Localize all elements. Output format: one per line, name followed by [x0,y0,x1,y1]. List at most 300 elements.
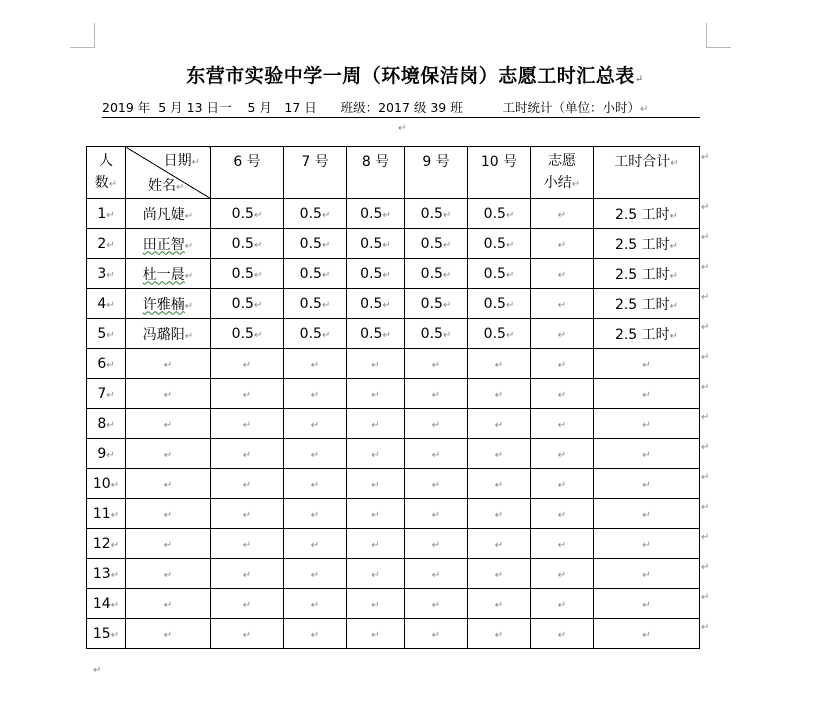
cell-end-mark-icon: ↵ [494,539,504,551]
total-cell [594,589,700,619]
student-name [126,229,211,259]
hours-cell [405,229,468,259]
table-row [87,619,700,649]
hours-cell [405,349,468,379]
cell-end-mark-icon: ↵ [371,509,380,521]
cell-end-mark-icon: ↵ [431,509,441,521]
cell-end-mark-icon: ↵ [494,389,504,401]
cell-end-mark-icon: ↵ [431,389,441,401]
cell-end-mark-icon: ↵ [310,419,320,431]
hours-cell [347,499,405,529]
cell-end-mark-icon: ↵ [557,599,567,611]
table-header-row [87,147,700,199]
table-row [87,199,700,229]
subtitle-year: 2019 年 [102,100,151,115]
cell-end-mark-icon: ↵ [242,419,252,431]
table-row [87,559,700,589]
hours-cell [284,349,347,379]
cell-end-mark-icon: ↵ [557,539,567,551]
cell-end-mark-icon: ↵ [431,419,441,431]
hours-cell [211,499,284,529]
row-number-text: 1 [97,205,107,222]
cell-end-mark-icon: ↵ [371,389,380,401]
hours-cell [347,349,405,379]
row-end-mark-icon: ↵ [701,442,710,453]
hours-cell-text: 0.5 [231,205,254,222]
row-number-text: 13 [92,565,111,582]
hours-cell-text: 0.5 [231,295,254,312]
cell-end-mark-icon: ↵ [431,359,441,371]
cell-end-mark-icon: ↵ [557,479,567,491]
row-number [87,229,126,259]
row-number [87,199,126,229]
summary-cell [531,499,594,529]
cell-end-mark-icon: ↵ [310,449,320,461]
cell-end-mark-icon: ↵ [557,359,567,371]
hours-cell [284,199,347,229]
crop-mark-top-left [70,23,95,48]
cell-end-mark-icon: ↵ [431,449,441,461]
hours-cell [347,199,405,229]
hours-cell [468,289,531,319]
cell-end-mark-icon: ↵ [163,449,173,461]
hours-cell [405,529,468,559]
header-person-bottom: 数 [94,174,109,191]
cell-end-mark-icon: ↵ [163,389,173,401]
cell-end-mark-icon: ↵ [505,299,515,311]
hours-cell [405,619,468,649]
row-number-text: 10 [92,475,111,492]
row-number [87,319,126,349]
cell-end-mark-icon: ↵ [176,182,185,193]
hours-cell-text: 0.5 [360,265,383,282]
row-number [87,379,126,409]
cell-end-mark-icon: ↵ [184,210,194,222]
row-end-mark-icon: ↵ [701,562,710,573]
student-name [126,259,211,289]
cell-end-mark-icon: ↵ [163,569,173,581]
header-day: 10 号 [468,147,531,199]
paragraph-mark-icon: ↵ [634,74,644,85]
hours-cell-text: 0.5 [420,295,443,312]
student-name [126,589,211,619]
subtitle-unit: 工时统计（单位：小时） [502,100,640,115]
hours-cell [405,589,468,619]
document-title [0,61,830,88]
hours-cell-text: 0.5 [299,265,322,282]
hours-cell-text: 0.5 [420,265,443,282]
hours-cell [405,289,468,319]
hours-cell-text: 0.5 [299,295,322,312]
hours-cell [468,229,531,259]
row-number [87,409,126,439]
hours-cell [284,289,347,319]
header-person-count [87,147,126,199]
cell-end-mark-icon: ↵ [505,329,515,341]
hours-cell [468,199,531,229]
cell-end-mark-icon: ↵ [642,359,651,371]
student-name [126,529,211,559]
cell-end-mark-icon: ↵ [310,599,320,611]
hours-cell-text: 0.5 [420,205,443,222]
hours-cell-text: 0.5 [483,295,506,312]
table-row [87,499,700,529]
cell-end-mark-icon: ↵ [431,539,441,551]
hours-cell [211,529,284,559]
hours-cell [405,439,468,469]
hours-table [86,146,700,649]
cell-end-mark-icon: ↵ [310,539,320,551]
student-name [126,559,211,589]
cell-end-mark-icon: ↵ [642,599,651,611]
hours-cell [405,379,468,409]
cell-end-mark-icon: ↵ [371,569,380,581]
cell-end-mark-icon: ↵ [310,389,320,401]
cell-end-mark-icon: ↵ [106,209,115,221]
cell-end-mark-icon: ↵ [669,240,679,252]
cell-end-mark-icon: ↵ [242,449,252,461]
cell-end-mark-icon: ↵ [163,599,173,611]
hours-cell [468,439,531,469]
cell-end-mark-icon: ↵ [669,330,679,342]
summary-cell [531,229,594,259]
cell-end-mark-icon: ↵ [431,569,441,581]
cell-end-mark-icon: ↵ [494,419,504,431]
cell-end-mark-icon: ↵ [557,209,567,221]
table-row [87,259,700,289]
header-day: 8 号 [347,147,405,199]
cell-end-mark-icon: ↵ [669,270,679,282]
cell-end-mark-icon: ↵ [310,509,320,521]
header-summary: 志愿 小结↵ [531,147,594,199]
row-end-mark-icon: ↵ [701,262,710,273]
cell-end-mark-icon: ↵ [253,269,263,281]
row-number [87,349,126,379]
row-number [87,589,126,619]
table-body [87,199,700,649]
cell-end-mark-icon: ↵ [642,629,651,641]
hours-cell [284,529,347,559]
row-end-mark-icon: ↵ [701,322,710,333]
student-name [126,349,211,379]
cell-end-mark-icon: ↵ [253,239,263,251]
row-number [87,499,126,529]
cell-end-mark-icon: ↵ [253,299,263,311]
cell-end-mark-icon: ↵ [184,330,194,342]
cell-end-mark-icon: ↵ [106,359,115,371]
cell-end-mark-icon: ↵ [242,359,252,371]
student-name-text: 田正智 [142,236,185,253]
hours-cell [405,559,468,589]
hours-cell [284,229,347,259]
summary-cell [531,559,594,589]
total-cell [594,319,700,349]
row-number-text: 4 [97,295,107,312]
hours-cell [468,529,531,559]
hours-cell-text: 0.5 [231,325,254,342]
table-row [87,589,700,619]
total-cell-text: 2.5 工时 [614,266,670,283]
row-end-mark-icon: ↵ [701,232,710,243]
hours-cell [211,439,284,469]
hours-cell-text: 0.5 [360,295,383,312]
hours-cell [284,619,347,649]
hours-cell [284,469,347,499]
row-end-mark-icon: ↵ [701,352,710,363]
cell-end-mark-icon: ↵ [371,359,380,371]
hours-cell-text: 0.5 [483,325,506,342]
cell-end-mark-icon: ↵ [310,479,320,491]
table-row [87,229,700,259]
cell-end-mark-icon: ↵ [310,359,320,371]
row-end-mark-icon: ↵ [701,472,710,483]
row-end-mark-icon: ↵ [701,502,710,513]
row-end-mark-icon: ↵ [701,592,710,603]
hours-cell [211,409,284,439]
student-name [126,439,211,469]
cell-end-mark-icon: ↵ [642,449,651,461]
cell-end-mark-icon: ↵ [163,419,173,431]
hours-cell [211,469,284,499]
cell-end-mark-icon: ↵ [442,329,452,341]
cell-end-mark-icon: ↵ [163,539,173,551]
cell-end-mark-icon: ↵ [642,509,651,521]
cell-end-mark-icon: ↵ [557,449,567,461]
student-name [126,199,211,229]
row-number-text: 9 [97,445,107,462]
cell-end-mark-icon: ↵ [442,209,452,221]
cell-end-mark-icon: ↵ [191,157,200,168]
summary-cell [531,379,594,409]
cell-end-mark-icon: ↵ [442,269,452,281]
cell-end-mark-icon: ↵ [106,299,115,311]
cell-end-mark-icon: ↵ [242,569,252,581]
cell-end-mark-icon: ↵ [106,389,115,401]
hours-cell-text: 0.5 [231,265,254,282]
hours-cell [211,319,284,349]
row-number [87,289,126,319]
row-number [87,469,126,499]
hours-cell [468,319,531,349]
cell-end-mark-icon: ↵ [557,569,567,581]
hours-cell [211,229,284,259]
hours-cell [211,559,284,589]
table-row [87,379,700,409]
row-number-text: 5 [97,325,107,342]
student-name [126,619,211,649]
summary-cell [531,199,594,229]
hours-cell [211,259,284,289]
summary-cell [531,439,594,469]
cell-end-mark-icon: ↵ [382,269,391,281]
hours-cell [468,259,531,289]
cell-end-mark-icon: ↵ [310,629,320,641]
hours-cell [405,259,468,289]
subtitle-line [102,98,700,118]
hours-cell [468,469,531,499]
row-number-text: 11 [92,505,111,522]
total-cell [594,559,700,589]
hours-cell [468,499,531,529]
cell-end-mark-icon: ↵ [371,479,380,491]
subtitle-end-date: 5 月 17 日 [247,100,317,115]
cell-end-mark-icon: ↵ [505,209,515,221]
cell-end-mark-icon: ↵ [321,329,331,341]
cell-end-mark-icon: ↵ [253,209,263,221]
cell-end-mark-icon: ↵ [505,269,515,281]
summary-cell [531,619,594,649]
summary-cell [531,469,594,499]
cell-end-mark-icon: ↵ [110,539,120,551]
cell-end-mark-icon: ↵ [494,449,504,461]
header-day: 9 号 [405,147,468,199]
cell-end-mark-icon: ↵ [371,539,380,551]
total-cell [594,469,700,499]
table-row [87,409,700,439]
hours-cell [284,259,347,289]
total-cell [594,259,700,289]
hours-cell-text: 0.5 [360,325,383,342]
table-row [87,289,700,319]
header-day: 6 号 [211,147,284,199]
hours-cell [405,409,468,439]
hours-cell [211,289,284,319]
hours-cell [347,439,405,469]
hours-cell [284,319,347,349]
student-name-text: 冯璐阳 [142,326,185,343]
total-cell-text: 2.5 工时 [614,326,670,343]
hours-cell [468,619,531,649]
table-row [87,349,700,379]
cell-end-mark-icon: ↵ [110,509,120,521]
crop-mark-top-right [706,23,731,48]
cell-end-mark-icon: ↵ [557,419,567,431]
cell-end-mark-icon: ↵ [184,270,194,282]
student-name [126,289,211,319]
cell-end-mark-icon: ↵ [110,629,120,641]
cell-end-mark-icon: ↵ [669,210,679,222]
student-name-text: 杜一晨 [142,266,185,283]
summary-cell [531,259,594,289]
cell-end-mark-icon: ↵ [494,479,504,491]
row-number-text: 14 [92,595,111,612]
cell-end-mark-icon: ↵ [110,569,120,581]
cell-end-mark-icon: ↵ [505,239,515,251]
cell-end-mark-icon: ↵ [242,479,252,491]
hours-cell [211,589,284,619]
hours-cell [284,589,347,619]
hours-cell [468,379,531,409]
hours-cell-text: 0.5 [483,265,506,282]
hours-cell-text: 0.5 [420,325,443,342]
cell-end-mark-icon: ↵ [242,599,252,611]
document-title-text: 东营市实验中学一周（环境保洁岗）志愿工时汇总表 [186,65,635,87]
hours-cell [405,499,468,529]
cell-end-mark-icon: ↵ [557,239,567,251]
total-cell [594,619,700,649]
hours-cell [211,619,284,649]
hours-cell [347,559,405,589]
summary-cell [531,319,594,349]
total-cell [594,199,700,229]
cell-end-mark-icon: ↵ [321,299,331,311]
cell-end-mark-icon: ↵ [494,629,504,641]
cell-end-mark-icon: ↵ [184,300,194,312]
total-cell [594,349,700,379]
cell-end-mark-icon: ↵ [669,300,679,312]
header-name-label: 姓名↵ [148,178,185,194]
cell-end-mark-icon: ↵ [642,539,651,551]
cell-end-mark-icon: ↵ [442,299,452,311]
row-end-mark-icon: ↵ [701,412,710,423]
row-number-text: 6 [97,355,107,372]
cell-end-mark-icon: ↵ [382,299,391,311]
total-cell-text: 2.5 工时 [614,206,670,223]
row-end-mark-icon: ↵ [701,152,710,163]
cell-end-mark-icon: ↵ [431,629,441,641]
hours-cell [468,559,531,589]
cell-end-mark-icon: ↵ [494,599,504,611]
row-number-text: 2 [97,235,107,252]
total-cell [594,229,700,259]
hours-cell [347,259,405,289]
total-cell [594,409,700,439]
student-name [126,409,211,439]
cell-end-mark-icon: ↵ [571,178,581,190]
cell-end-mark-icon: ↵ [253,329,263,341]
cell-end-mark-icon: ↵ [242,629,252,641]
cell-end-mark-icon: ↵ [442,239,452,251]
cell-end-mark-icon: ↵ [242,509,252,521]
cell-end-mark-icon: ↵ [557,299,567,311]
hours-cell-text: 0.5 [360,205,383,222]
header-day: 7 号 [284,147,347,199]
cell-end-mark-icon: ↵ [642,389,651,401]
hours-cell [468,409,531,439]
hours-cell-text: 0.5 [299,325,322,342]
student-name [126,379,211,409]
hours-cell [211,349,284,379]
hours-cell-text: 0.5 [299,235,322,252]
hours-cell [211,379,284,409]
total-cell-text: 2.5 工时 [614,296,670,313]
hours-cell [347,619,405,649]
student-name-text: 尚凡婕 [142,206,185,223]
hours-cell [284,559,347,589]
cell-end-mark-icon: ↵ [310,569,320,581]
row-number [87,259,126,289]
cell-end-mark-icon: ↵ [382,209,391,221]
student-name-text: 许雅楠 [142,296,185,313]
hours-cell [405,199,468,229]
hours-cell-text: 0.5 [420,235,443,252]
hours-cell [284,499,347,529]
cell-end-mark-icon: ↵ [371,629,380,641]
row-number [87,529,126,559]
cell-end-mark-icon: ↵ [642,479,651,491]
row-end-mark-icon: ↵ [701,292,710,303]
cell-end-mark-icon: ↵ [371,599,380,611]
cell-end-mark-icon: ↵ [106,419,115,431]
table-row [87,469,700,499]
paragraph-mark-icon: ↵ [93,665,102,676]
row-number [87,439,126,469]
hours-cell [468,349,531,379]
hours-cell [284,379,347,409]
summary-cell [531,529,594,559]
cell-end-mark-icon: ↵ [382,239,391,251]
hours-cell [347,229,405,259]
